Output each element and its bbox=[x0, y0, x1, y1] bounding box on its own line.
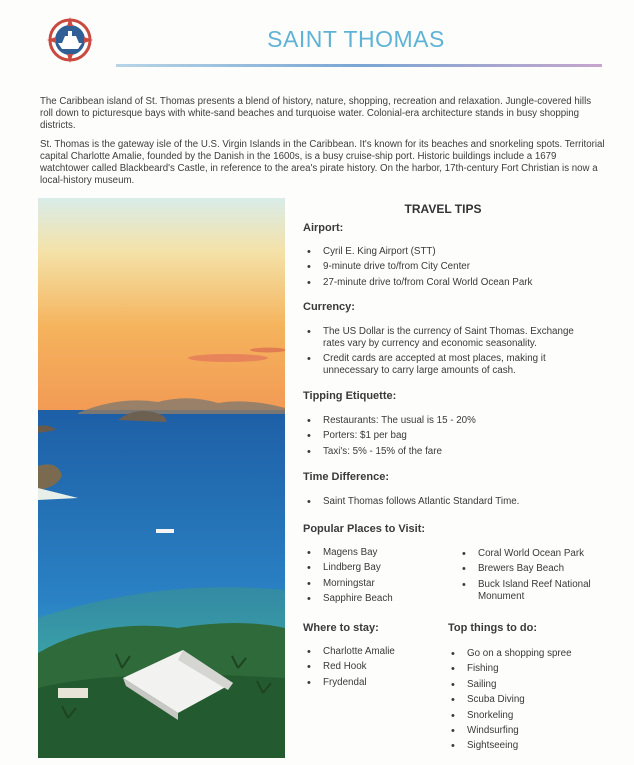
places-heading: Popular Places to Visit: bbox=[303, 523, 426, 535]
time-difference-heading: Time Difference: bbox=[303, 471, 389, 483]
list-item: • Coral World Ocean Park bbox=[460, 548, 610, 560]
airport-list bbox=[305, 246, 595, 292]
list-item: • Taxi's: 5% - 15% of the fare bbox=[305, 446, 595, 458]
list-item: • Restaurants: The usual is 15 - 20% bbox=[305, 415, 595, 427]
list-item: • Buck Island Reef National Monument bbox=[460, 579, 610, 603]
list-item: • 9-minute drive to/from City Center bbox=[305, 261, 595, 273]
list-item: • Fishing bbox=[449, 663, 599, 675]
list-item: • Sightseeing bbox=[449, 740, 599, 752]
airport-heading: Airport: bbox=[303, 222, 344, 234]
title-divider bbox=[116, 64, 602, 67]
travel-tips-title: TRAVEL TIPS bbox=[404, 202, 482, 216]
intro-paragraph-2: St. Thomas is the gateway isle of the U.S. Virgin Islands in the Caribbean. It's known for its beaches and snorkeling spots. Territorial capital Charlotte Amalie, founded by the Danish in the 1600s, is a busy cruise-ship port. Historic buildings include a 1679 watchtower called Blackbeard's Castle, in reference to the area's pirate history. On the harbor, 17th-century Fort Christian is now a local-history museum. bbox=[40, 138, 605, 187]
list-item: • Saint Thomas follows Atlantic Standard Time. bbox=[305, 496, 595, 508]
intro-section bbox=[40, 96, 606, 193]
list-item: • Sailing bbox=[449, 679, 599, 691]
compass-ship-logo-icon bbox=[45, 16, 95, 64]
list-item: • Scuba Diving bbox=[449, 694, 599, 706]
places-list-right bbox=[460, 548, 610, 606]
page-title: SAINT THOMAS bbox=[267, 26, 445, 52]
list-item: • Red Hook bbox=[305, 661, 445, 673]
list-item: • Credit cards are accepted at most places, making it unnecessary to carry large amounts of cash. bbox=[305, 353, 595, 377]
places-list-left bbox=[305, 547, 455, 609]
list-item: • Windsurfing bbox=[449, 725, 599, 737]
list-item: • Lindberg Bay bbox=[305, 562, 455, 574]
top-things-heading: Top things to do: bbox=[448, 622, 537, 634]
list-item: • Magens Bay bbox=[305, 547, 455, 559]
list-item: • Sapphire Beach bbox=[305, 593, 455, 605]
tipping-heading: Tipping Etiquette: bbox=[303, 390, 397, 402]
list-item: • Go on a shopping spree bbox=[449, 648, 599, 660]
time-list bbox=[305, 496, 595, 511]
list-item: • Charlotte Amalie bbox=[305, 646, 445, 658]
todo-list bbox=[449, 648, 599, 756]
currency-list bbox=[305, 326, 595, 381]
list-item: • Porters: $1 per bag bbox=[305, 430, 595, 442]
where-to-stay-heading: Where to stay: bbox=[303, 622, 379, 634]
list-item: • The US Dollar is the currency of Saint Thomas. Exchange rates vary by currency and economic seasonality. bbox=[305, 326, 595, 350]
list-item: • Morningstar bbox=[305, 578, 455, 590]
list-item: • Snorkeling bbox=[449, 710, 599, 722]
list-item: • 27-minute drive to/from Coral World Ocean Park bbox=[305, 277, 595, 289]
list-item: • Frydendal bbox=[305, 677, 445, 689]
list-item: • Cyril E. King Airport (STT) bbox=[305, 246, 595, 258]
list-item: • Brewers Bay Beach bbox=[460, 563, 610, 575]
island-photo bbox=[38, 198, 285, 758]
currency-heading: Currency: bbox=[303, 301, 355, 313]
stay-list bbox=[305, 646, 445, 692]
intro-paragraph-1: The Caribbean island of St. Thomas presents a blend of history, nature, shopping, recreation and relaxation. Jungle-covered hills roll down to picturesque bays with white-sand beaches and turquoise water. Colonial-era architecture stands in busy shopping districts. bbox=[40, 96, 592, 132]
tipping-list bbox=[305, 415, 595, 461]
